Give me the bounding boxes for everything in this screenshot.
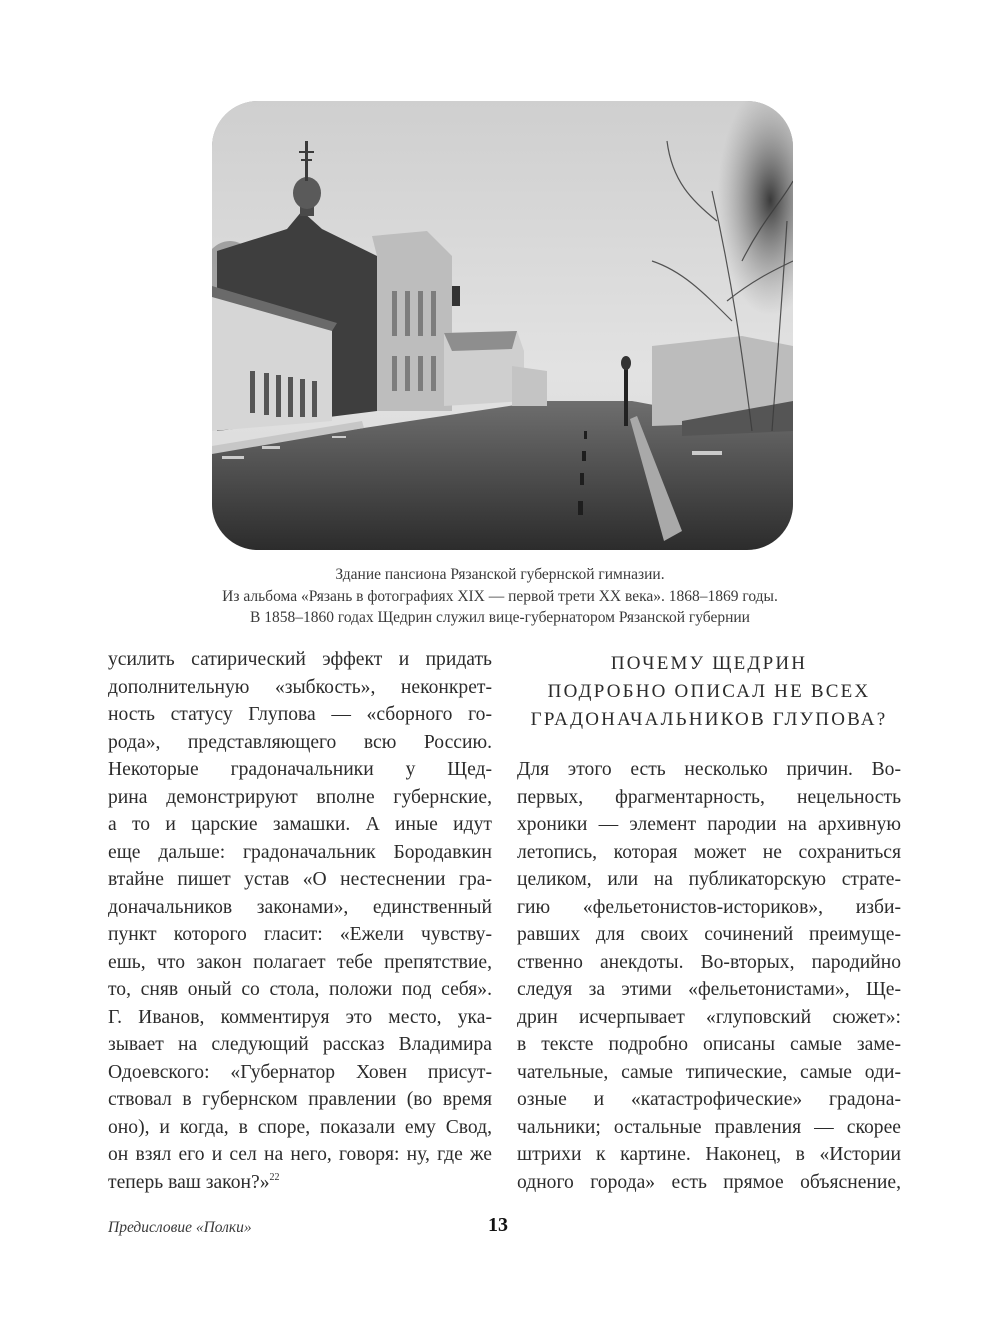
text-line: летопись, которая может не сохраниться <box>517 841 901 863</box>
text-line: то, сняв оный со стола, положи под себя». <box>108 979 492 1000</box>
text-line: а то и царские замашки. А иные идут <box>108 814 492 835</box>
photo-illustration <box>212 101 793 550</box>
text-line-last <box>108 1169 492 1197</box>
footnote-reference[interactable]: 22 <box>269 1171 280 1183</box>
heading-line: ПОЧЕМУ ЩЕДРИН <box>610 653 808 674</box>
text-line: чальники; остальные правления — скорее <box>517 1116 901 1138</box>
text-line: озные и «катастрофические» градона- <box>517 1089 901 1110</box>
running-title: Предисловие «Полки» <box>108 1219 252 1236</box>
caption-line: Здание пансиона Рязанской губернской гимназии. <box>335 566 665 583</box>
text-line: зывает на следующий рассказ Владимира <box>108 1034 492 1055</box>
text-line: рода», представляющего всю Россию. <box>108 731 492 753</box>
left-column-text <box>108 646 492 1196</box>
text-line: ствовал в губернском правлении (во время <box>108 1089 492 1110</box>
text-line: он взял его и сел на него, говоря: ну, где же <box>108 1144 492 1165</box>
text-line: целиком, или на публикаторскую страте- <box>517 869 901 890</box>
text-line: хроники — элемент пародии на архивную <box>517 814 901 835</box>
text-line: ность статусу Глупова — «сборного го- <box>108 704 492 725</box>
text-line: одного города» есть прямое объяснение, <box>517 1171 901 1193</box>
text-line: ешь, что закон полагает тебе препятствие, <box>108 951 492 973</box>
text-line: теперь ваш закон?» <box>108 1171 270 1193</box>
text-line: Г. Иванов, комментируя это место, ука- <box>108 1006 492 1028</box>
section-heading <box>517 650 901 734</box>
text-line: штрихи к картине. Наконец, в «Истории <box>517 1144 901 1165</box>
text-line: рина демонстрируют вполне губернские, <box>108 786 492 808</box>
text-line: пункт которого гласит: «Ежели чувству- <box>108 924 492 945</box>
text-line: оно), и когда, в споре, показали ему Свод, <box>108 1116 492 1138</box>
text-line: дополнительную «зыбкость», неконкрет- <box>108 676 492 698</box>
heading-line: ГРАДОНАЧАЛЬНИКОВ ГЛУПОВА? <box>530 709 888 730</box>
caption-line: В 1858–1860 годах Щедрин служил вице-губернатором Рязанской губернии <box>250 609 750 626</box>
text-line: гию «фельетонистов-историков», изби- <box>517 896 901 918</box>
page-number: 13 <box>488 1214 508 1236</box>
text-line: следуя за этими «фельетонистами», Ще- <box>517 979 901 1000</box>
text-line: дрин исчерпывает «глуповский сюжет»: <box>517 1006 901 1028</box>
text-line: усилить сатирический эффект и придать <box>108 649 492 670</box>
text-line: втайне пишет устав «О нестеснении гра- <box>108 869 492 890</box>
text-line: Одоевского: «Губернатор Ховен присут- <box>108 1061 492 1083</box>
text-line: доначальников законами», единственный <box>108 896 492 918</box>
caption-line: Из альбома «Рязань в фотографиях XIX — первой трети XX века». 1868–1869 годы. <box>222 587 778 605</box>
street-photograph <box>212 101 793 550</box>
text-line: ственно анекдоты. Во-вторых, пародийно <box>517 951 901 973</box>
text-line: чательные, самые типические, самые оди- <box>517 1061 901 1083</box>
heading-line: ПОДРОБНО ОПИСАЛ НЕ ВСЕХ <box>547 681 871 702</box>
text-line: в тексте подробно описаны самые заме- <box>517 1034 901 1055</box>
photo-caption <box>150 564 850 629</box>
text-line: первых, фрагментарность, нецельность <box>517 786 901 808</box>
text-line: Для этого есть несколько причин. Во- <box>517 759 901 780</box>
text-line: еще дальше: градоначальник Бородавкин <box>108 841 492 863</box>
text-line: равших для своих сочинений преимуще- <box>517 924 901 945</box>
text-line: Некоторые градоначальники у Щед- <box>108 759 492 780</box>
right-column-text <box>517 756 901 1196</box>
